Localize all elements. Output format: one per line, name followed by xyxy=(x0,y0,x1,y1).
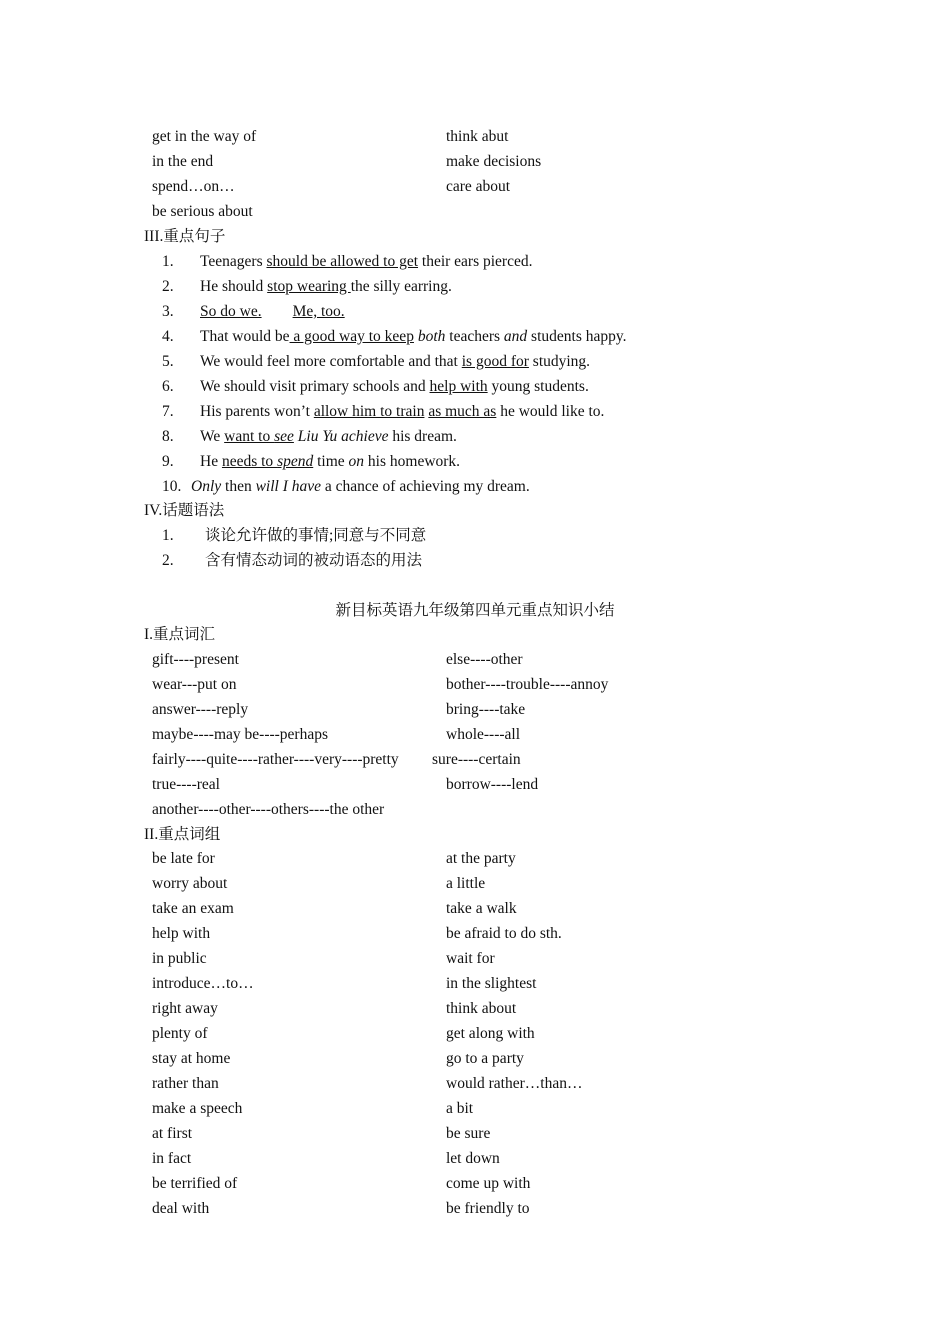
section-heading-vocabulary: I.重点词汇 xyxy=(144,626,216,643)
vocab-left: answer----reply xyxy=(152,701,249,718)
text-run: teachers xyxy=(445,328,504,345)
sentence-text xyxy=(200,324,626,349)
sentence-text xyxy=(191,474,530,499)
underlined-phrase: a good way to keep xyxy=(289,328,414,345)
phrase-left: get in the way of xyxy=(152,128,257,145)
vocab-left: gift----present xyxy=(152,651,239,668)
text-run xyxy=(262,303,293,320)
phrase-left: deal with xyxy=(152,1200,210,1217)
underlined-phrase: help with xyxy=(429,378,488,395)
phrase-left: take an exam xyxy=(152,900,234,917)
phrase-right: a little xyxy=(446,875,486,892)
phrase-left: stay at home xyxy=(152,1050,231,1067)
underlined-phrase: allow him to train xyxy=(313,403,425,420)
list-number: 8. xyxy=(162,428,174,445)
sentence-text xyxy=(200,274,452,299)
phrase-right: think about xyxy=(446,1000,517,1017)
text-run: We should visit primary schools and xyxy=(200,378,430,395)
sentence-text xyxy=(200,349,590,374)
underlined-phrase: Me, too. xyxy=(292,303,345,320)
text-run: young students. xyxy=(487,378,589,395)
list-number: 10. xyxy=(162,478,182,495)
phrase-right: be friendly to xyxy=(446,1200,530,1217)
list-number: 7. xyxy=(162,403,174,420)
phrase-left: in fact xyxy=(152,1150,192,1167)
text-run: studying. xyxy=(528,353,591,370)
unit-title: 新目标英语九年级第四单元重点知识小结 xyxy=(335,602,615,619)
sentence-text xyxy=(200,399,604,424)
phrase-left: at first xyxy=(152,1125,193,1142)
vocab-left: fairly----quite----rather----very----pretty xyxy=(152,751,399,768)
text-run: then xyxy=(221,478,256,495)
vocab-right: else----other xyxy=(446,651,523,668)
text-run: his dream. xyxy=(388,428,457,445)
vocab-right: whole----all xyxy=(446,726,521,743)
text-run: on xyxy=(348,453,365,470)
list-number: 4. xyxy=(162,328,174,345)
text-run: his homework. xyxy=(364,453,461,470)
text-run: their ears pierced. xyxy=(418,253,533,270)
vocab-right: bring----take xyxy=(446,701,526,718)
text-run: He should xyxy=(200,278,268,295)
phrase-left: be serious about xyxy=(152,203,253,220)
phrase-right: think abut xyxy=(446,128,509,145)
vocab-right: borrow----lend xyxy=(446,776,539,793)
phrase-left: in public xyxy=(152,950,207,967)
phrase-left: be late for xyxy=(152,850,215,867)
list-number: 6. xyxy=(162,378,174,395)
vocab-left: true----real xyxy=(152,776,220,793)
phrase-right: would rather…than… xyxy=(446,1075,583,1092)
text-run: time xyxy=(313,453,349,470)
sentence-text xyxy=(200,249,532,274)
text-run: a chance of achieving my dream. xyxy=(321,478,530,495)
grammar-item: 含有情态动词的被动语态的用法 xyxy=(205,552,423,569)
phrase-right: in the slightest xyxy=(446,975,537,992)
vocab-right: sure----certain xyxy=(432,751,521,768)
phrase-right: take a walk xyxy=(446,900,517,917)
phrase-left: spend…on… xyxy=(152,178,235,195)
list-number: 3. xyxy=(162,303,174,320)
phrase-left: in the end xyxy=(152,153,214,170)
underlined-phrase: want to xyxy=(224,428,275,445)
phrase-left: make a speech xyxy=(152,1100,243,1117)
text-run: His parents won’t xyxy=(200,403,314,420)
text-run: and xyxy=(503,328,528,345)
underlined-phrase: as much as xyxy=(428,403,497,420)
phrase-right: at the party xyxy=(446,850,516,867)
section-heading-topic-grammar: IV.话题语法 xyxy=(144,502,225,519)
text-run: That would be xyxy=(200,328,290,345)
text-run: students happy. xyxy=(527,328,627,345)
text-run: We xyxy=(200,428,225,445)
vocab-left: maybe----may be----perhaps xyxy=(152,726,329,743)
text-run: both xyxy=(417,328,446,345)
section-heading-key-sentences: III.重点句子 xyxy=(144,228,226,245)
phrase-right: go to a party xyxy=(446,1050,524,1067)
phrase-left: plenty of xyxy=(152,1025,208,1042)
list-number: 2. xyxy=(162,552,174,569)
phrase-left: help with xyxy=(152,925,211,942)
sentence-text xyxy=(200,449,460,474)
text-run: We would feel more comfortable and that xyxy=(200,353,462,370)
phrase-right: care about xyxy=(446,178,511,195)
sentence-text xyxy=(200,374,589,399)
text-run: Teenagers xyxy=(200,253,267,270)
vocab-right: bother----trouble----annoy xyxy=(446,676,609,693)
phrase-right: a bit xyxy=(446,1100,474,1117)
sentence-text xyxy=(200,299,345,324)
underlined-phrase: spend xyxy=(277,453,314,470)
text-run: the silly earring. xyxy=(350,278,452,295)
phrase-right: make decisions xyxy=(446,153,542,170)
list-number: 5. xyxy=(162,353,174,370)
text-run: will I have xyxy=(255,478,322,495)
phrase-left: right away xyxy=(152,1000,218,1017)
phrase-right: come up with xyxy=(446,1175,531,1192)
section-heading-phrases: II.重点词组 xyxy=(144,826,221,843)
text-run: Liu Yu achieve xyxy=(297,428,389,445)
list-number: 2. xyxy=(162,278,174,295)
phrase-right: get along with xyxy=(446,1025,535,1042)
underlined-phrase: needs to xyxy=(221,453,278,470)
phrase-right: be afraid to do sth. xyxy=(446,925,562,942)
underlined-phrase: should be allowed to get xyxy=(266,253,419,270)
list-number: 9. xyxy=(162,453,174,470)
underlined-phrase: see xyxy=(274,428,294,445)
phrase-left: introduce…to… xyxy=(152,975,254,992)
phrase-right: let down xyxy=(446,1150,500,1167)
vocab-left: another----other----others----the other xyxy=(152,801,385,818)
text-run: he would like to. xyxy=(496,403,605,420)
phrase-right: be sure xyxy=(446,1125,491,1142)
sentence-text xyxy=(200,424,457,449)
vocab-left: wear---put on xyxy=(152,676,237,693)
list-number: 1. xyxy=(162,527,174,544)
grammar-item: 谈论允许做的事情;同意与不同意 xyxy=(205,527,427,544)
text-run: Only xyxy=(191,478,222,495)
underlined-phrase: So do we. xyxy=(200,303,262,320)
phrase-left: worry about xyxy=(152,875,228,892)
text-run: He xyxy=(200,453,222,470)
phrase-left: rather than xyxy=(152,1075,219,1092)
underlined-phrase: stop wearing xyxy=(267,278,351,295)
phrase-right: wait for xyxy=(446,950,495,967)
phrase-left: be terrified of xyxy=(152,1175,238,1192)
underlined-phrase: is good for xyxy=(461,353,529,370)
list-number: 1. xyxy=(162,253,174,270)
